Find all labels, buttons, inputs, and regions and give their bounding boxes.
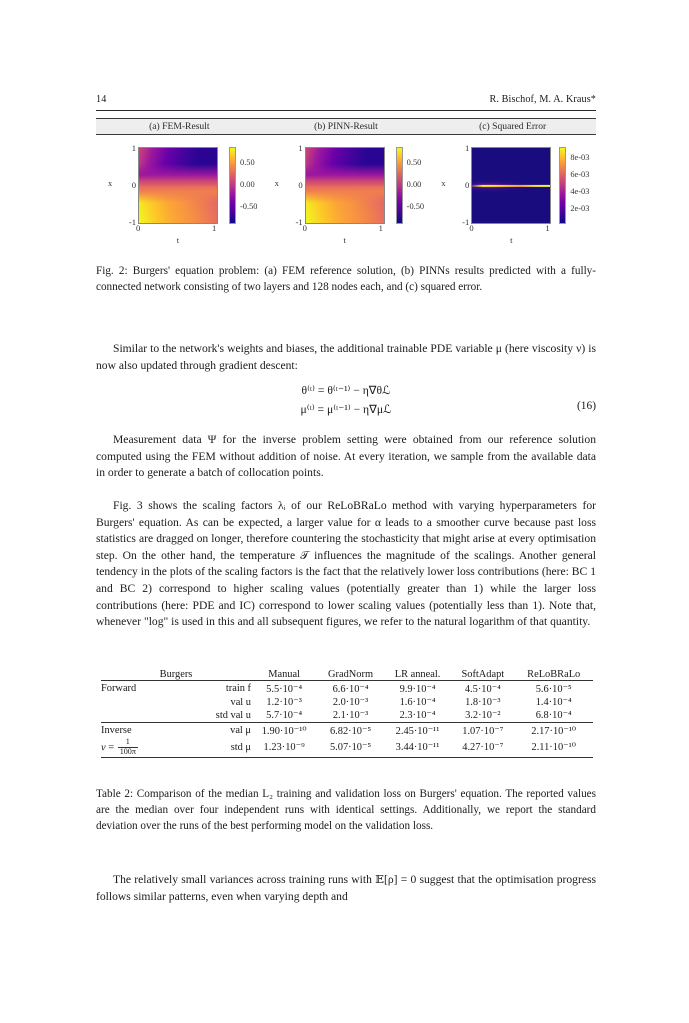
paragraph-variances: The relatively small variances across training runs with 𝔼[ρ] = 0 suggest that the optimisation progress follows similar patterns, even when varying depth and — [96, 873, 596, 903]
cell-value: 5.6·10⁻⁵ — [535, 683, 572, 695]
table-rule-bottom — [101, 758, 593, 760]
cell-value: 1.07·10⁻⁷ — [462, 725, 504, 737]
panel-b-xlabel: t — [343, 235, 346, 245]
cbar-tick-3: 4e-03 — [570, 187, 590, 196]
equation-16 — [96, 381, 596, 419]
group-label-spacer — [101, 709, 173, 723]
panel-b-colorbar — [396, 147, 403, 224]
cell-value: 5.07·10⁻⁵ — [329, 742, 372, 754]
ytick-mid: 0 — [298, 180, 303, 190]
panel-squared-error — [429, 139, 596, 250]
metric-label: val u — [230, 696, 251, 708]
cell-value: 6.8·10⁻⁴ — [535, 710, 572, 722]
page-number: 14 — [96, 94, 107, 105]
group-label-forward: Forward — [101, 683, 137, 695]
panel-a-yticks — [118, 139, 136, 232]
panel-b-yticks — [285, 139, 303, 232]
cell-value: 5.5·10⁻⁴ — [266, 683, 303, 695]
cbar-tick-1: 8e-03 — [570, 153, 590, 162]
table-row — [101, 682, 593, 695]
group-label-inverse: Inverse — [101, 725, 132, 737]
column-header-relobralo: ReLoBRaLo — [527, 668, 581, 680]
cell-value: 1.8·10⁻³ — [465, 697, 501, 709]
results-table — [101, 668, 593, 759]
subcaption-c: (c) Squared Error — [479, 121, 547, 132]
cbar-tick-4: 2e-03 — [570, 204, 590, 213]
column-header-gradnorm: GradNorm — [328, 668, 374, 680]
panel-c-colorbar — [559, 147, 566, 224]
panel-b-plot-area — [305, 147, 385, 224]
figure-caption: Fig. 2: Burgers' equation problem: (a) FEM reference solution, (b) PINNs results predicted with a fully-connected network consisting of two layers and 128 nodes each, and (c) squared error. — [96, 265, 596, 294]
cell-value: 9.9·10⁻⁴ — [399, 683, 436, 695]
panel-fem-result — [96, 139, 263, 250]
cell-value: 2.0·10⁻³ — [332, 697, 369, 709]
cell-value: 2.3·10⁻⁴ — [399, 710, 436, 722]
ytick-bottom: -1 — [128, 217, 136, 227]
panel-c-xtick-left: 0 — [469, 223, 474, 233]
figure-panels — [96, 135, 596, 250]
panel-a-xlabel: t — [176, 235, 180, 245]
cell-value: 6.82·10⁻⁵ — [329, 725, 372, 737]
group-label-spacer — [101, 696, 173, 709]
panel-a-ylabel: x — [108, 179, 113, 188]
column-header-lr-anneal: LR anneal. — [394, 668, 441, 680]
metric-label: std μ — [230, 741, 251, 753]
ytick-top: 1 — [298, 143, 303, 153]
error-streak — [472, 184, 550, 186]
cbar-tick-3: -0.50 — [240, 202, 258, 211]
cell-value: 5.7·10⁻⁴ — [266, 710, 303, 722]
panel-b-field-upper — [306, 148, 384, 186]
panel-c-colorbar-ticks — [570, 139, 610, 232]
panel-c-yticks — [451, 139, 469, 232]
ytick-bottom: -1 — [462, 217, 470, 227]
subcaption-a: (a) FEM-Result — [149, 121, 210, 132]
table-caption: Table 2: Comparison of the median L₂ training and validation loss on Burgers' equation. The reported values are the median over four independent runs with identical settings. Additionally, we report the standard deviation over the runs of the best performing model on the validation loss. — [96, 788, 596, 833]
table-corner-label: Burgers — [159, 668, 193, 680]
table-row — [101, 724, 593, 737]
cell-value: 2.1·10⁻³ — [332, 710, 369, 722]
ytick-top: 1 — [131, 143, 136, 153]
table-header-row — [101, 668, 593, 681]
panel-a-xtick-right: 1 — [212, 223, 217, 233]
cell-value: 6.6·10⁻⁴ — [332, 683, 369, 695]
table-row — [101, 709, 593, 723]
figure-2 — [96, 118, 596, 250]
panel-c-xlabel: t — [510, 235, 513, 245]
cbar-tick-1: 0.50 — [406, 158, 422, 167]
panel-a-field-lower — [139, 186, 217, 224]
table-2 — [101, 668, 593, 759]
table-row — [101, 737, 593, 757]
panel-a-colorbar — [229, 147, 236, 224]
paragraph-measurement-data: Measurement data Ψ for the inverse problem setting were obtained from our reference solution computed using the FEM without addition of noise. At every iteration, we sample from the available data in order to generate a batch of collocation points. — [96, 433, 596, 480]
table-row — [101, 696, 593, 709]
cell-value: 2.11·10⁻¹⁰ — [531, 742, 576, 754]
equation-16-line-2: μ⁽ᵗ⁾ = μ⁽ᵗ⁻¹⁾ − η∇μℒ — [300, 403, 392, 416]
figure-subcaption-bar — [96, 119, 596, 134]
panel-c-plot-area — [471, 147, 551, 224]
cell-value: 1.23·10⁻⁹ — [263, 742, 305, 754]
cbar-tick-2: 6e-03 — [570, 170, 590, 179]
document-page — [96, 0, 596, 1023]
metric-label: std val u — [215, 709, 251, 721]
paragraph-trainable-pde-variable: Similar to the network's weights and biases, the additional trainable PDE variable μ (here viscosity ν) is now also updated through gradient descent: — [96, 342, 596, 372]
ytick-mid: 0 — [131, 180, 136, 190]
cell-value: 2.45·10⁻¹¹ — [395, 725, 440, 737]
panel-b-xtick-right: 1 — [378, 223, 383, 233]
header-rule — [96, 110, 596, 111]
equation-16-line-1: θ⁽ᵗ⁾ = θ⁽ᵗ⁻¹⁾ − η∇θℒ — [301, 384, 391, 397]
metric-label: val μ — [230, 725, 251, 737]
panel-b-field-lower — [306, 186, 384, 224]
cell-value: 3.2·10⁻² — [465, 710, 501, 722]
cell-value: 2.17·10⁻¹⁰ — [531, 725, 577, 737]
ytick-bottom: -1 — [295, 217, 303, 227]
ytick-mid: 0 — [465, 180, 470, 190]
column-header-manual: Manual — [268, 668, 300, 680]
metric-label: train f — [225, 683, 251, 695]
panel-c-error-field — [472, 148, 550, 223]
cell-value: 3.44·10⁻¹¹ — [395, 742, 440, 754]
panel-pinn-result — [263, 139, 430, 250]
equation-16-number: (16) — [577, 400, 596, 412]
cbar-tick-3: -0.50 — [406, 202, 425, 211]
group-sublabel-viscosity: ν = $\frac{1}{100\pi}$ — [101, 736, 136, 756]
cell-value: 1.4·10⁻⁴ — [535, 697, 572, 709]
panel-a-field-upper — [139, 148, 217, 186]
running-head-authors: R. Bischof, M. A. Kraus* — [489, 94, 596, 105]
cbar-tick-2: 0.00 — [240, 180, 255, 189]
cell-value: 1.90·10⁻¹⁰ — [261, 725, 307, 737]
cell-value: 1.2·10⁻³ — [266, 697, 302, 709]
panel-a-xtick-left: 0 — [136, 223, 141, 233]
panel-a-plot-area — [138, 147, 218, 224]
subcaption-b: (b) PINN-Result — [314, 121, 378, 132]
panel-b-ylabel: x — [274, 179, 279, 188]
panel-c-ylabel: x — [441, 179, 446, 188]
cell-value: 1.6·10⁻⁴ — [399, 697, 436, 709]
paragraph-scaling-factors: Fig. 3 shows the scaling factors λᵢ of our ReLoBRaLo method with varying hyperparameters for Burgers' equation. As can be expected, a larger value for α leads to a smoother curve because past loss statistics are dragged on longer, therefore countering the stochasticity that might arise at every optimisation step. On the other hand, the temperature 𝒯 influences the magnitude of the scalings. Another general tendency in the plots of the scaling factors is the fact that the relatively lower loss contributions (here: BC 1 and BC 2) correspond to higher scaling values (potentially greater than 1) while the larger loss contributions (here: PDE and IC) correspond to lower scaling values (potentially less than 1). Note that, whenever "log" is used in this and all subsequent figures, we refer to the natural logarithm of that quantity. — [96, 499, 596, 629]
panel-b-xtick-left: 0 — [302, 223, 307, 233]
ytick-top: 1 — [465, 143, 470, 153]
cbar-tick-1: 0.50 — [240, 158, 255, 167]
column-header-softadapt: SoftAdapt — [461, 668, 505, 680]
cell-value: 4.5·10⁻⁴ — [464, 683, 501, 695]
cell-value: 4.27·10⁻⁷ — [462, 742, 504, 754]
cbar-tick-2: 0.00 — [406, 180, 422, 189]
panel-c-xtick-right: 1 — [545, 223, 550, 233]
running-head — [96, 94, 596, 105]
